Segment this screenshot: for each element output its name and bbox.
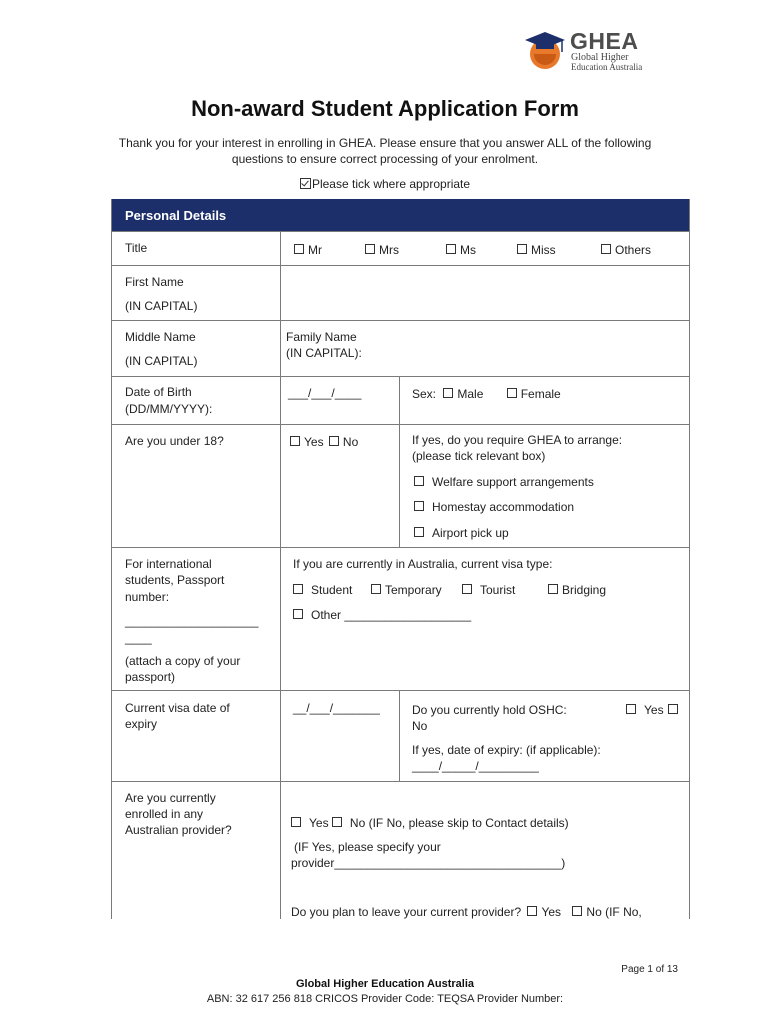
visa-tourist[interactable]: Tourist (462, 582, 515, 599)
leave-provider-row (291, 904, 642, 921)
enrolled-options (291, 815, 569, 832)
enrolled-yes[interactable]: Yes (309, 816, 329, 830)
passport-blank-1[interactable]: ____________________ (125, 614, 259, 628)
checkbox-icon[interactable] (293, 584, 303, 594)
page-title: Non-award Student Application Form (191, 96, 579, 121)
checkbox-icon[interactable] (414, 476, 424, 486)
visa-expiry-field[interactable]: __/___/_______ (293, 701, 380, 715)
visa-expiry-label-2: expiry (125, 717, 158, 731)
visa-type-question: If you are currently in Australia, current visa type: (293, 557, 553, 571)
checkbox-icon[interactable] (507, 388, 517, 398)
checkbox-icon[interactable] (293, 609, 303, 619)
provider-field[interactable]: provider__________________________________) (291, 856, 566, 870)
sex-female[interactable]: Female (520, 387, 561, 401)
oshc-no[interactable]: No (412, 719, 428, 733)
checked-box-icon (300, 178, 311, 189)
sex-label: Sex: (412, 387, 437, 401)
tick-note (0, 177, 770, 191)
option-welfare[interactable]: Welfare support arrangements (414, 474, 594, 491)
option-homestay[interactable]: Homestay accommodation (414, 499, 574, 516)
checkbox-icon[interactable] (443, 388, 453, 398)
checkbox-icon[interactable] (332, 817, 342, 827)
passport-label-2: students, Passport (125, 573, 225, 587)
passport-attach-1: (attach a copy of your (125, 654, 241, 668)
intro-line-2: questions to ensure correct processing of your enrolment. (231, 152, 539, 166)
middle-name-label: Middle Name (125, 330, 196, 344)
under18-no[interactable]: No (342, 435, 359, 449)
passport-attach-2: passport) (125, 670, 176, 684)
checkbox-icon[interactable] (601, 244, 611, 254)
checkbox-icon[interactable] (668, 704, 678, 714)
middle-name-sub: (IN CAPITAL) (125, 354, 198, 368)
section-title: Personal Details (125, 208, 227, 223)
checkbox-icon[interactable] (517, 244, 527, 254)
dob-format: (DD/MM/YYYY): (125, 402, 213, 416)
dob-field[interactable]: ___/___/____ (288, 386, 362, 400)
family-name-label: Family Name (286, 330, 357, 344)
provider-question: (IF Yes, please specify your (294, 840, 441, 854)
title-label: Title (125, 241, 148, 255)
intro-line-1: Thank you for your interest in enrolling in GHEA. Please ensure that you answer ALL of the following (118, 136, 652, 150)
enrolled-label-3: Australian provider? (125, 823, 232, 837)
personal-details-form (111, 199, 690, 919)
checkbox-icon[interactable] (371, 584, 381, 594)
passport-label-3: number: (125, 590, 170, 604)
section-header (112, 199, 689, 231)
passport-blank-2[interactable]: ____ (125, 631, 152, 645)
enrolled-label-1: Are you currently (125, 791, 216, 805)
logo-line1: Global Higher (571, 52, 629, 63)
enrolled-label-2: enrolled in any (125, 807, 204, 821)
under18-options (290, 434, 358, 451)
page-number: Page 1 of 13 (621, 964, 678, 975)
intro-text (80, 135, 690, 167)
leave-provider-question: Do you plan to leave your current provider? (291, 905, 522, 919)
oshc-expiry-field[interactable]: ____/_____/_________ (412, 759, 539, 773)
arrange-hint: (please tick relevant box) (412, 449, 546, 463)
checkbox-icon[interactable] (462, 584, 472, 594)
sex-field (412, 386, 561, 403)
graduation-cap-icon (522, 28, 568, 72)
ghea-logo (522, 28, 662, 72)
visa-expiry-label-1: Current visa date of (125, 701, 230, 715)
footer-org-name: Global Higher Education Australia (295, 978, 475, 990)
checkbox-icon[interactable] (626, 704, 636, 714)
family-name-sub: (IN CAPITAL): (286, 346, 362, 360)
title-option-ms[interactable]: Ms (446, 242, 476, 259)
title-option-others[interactable]: Others (601, 242, 651, 259)
visa-bridging[interactable]: Bridging (548, 582, 606, 599)
checkbox-icon[interactable] (290, 436, 300, 446)
visa-student[interactable]: Student (293, 582, 352, 599)
first-name-sub: (IN CAPITAL) (125, 299, 198, 313)
checkbox-icon[interactable] (446, 244, 456, 254)
checkbox-icon[interactable] (294, 244, 304, 254)
title-option-miss[interactable]: Miss (517, 242, 556, 259)
checkbox-icon[interactable] (365, 244, 375, 254)
option-airport[interactable]: Airport pick up (414, 525, 509, 542)
arrange-question: If yes, do you require GHEA to arrange: (412, 433, 623, 447)
title-option-mr[interactable]: Mr (294, 242, 322, 259)
leave-no[interactable]: No (IF No, (586, 905, 642, 919)
tick-note-text: Please tick where appropriate (311, 177, 471, 191)
leave-yes[interactable]: Yes (541, 905, 562, 919)
title-option-mrs[interactable]: Mrs (365, 242, 399, 259)
first-name-field[interactable] (282, 267, 687, 319)
sex-male[interactable]: Male (457, 387, 484, 401)
oshc-yes[interactable]: Yes (626, 702, 678, 719)
logo-name: GHEA (570, 28, 639, 54)
under18-label: Are you under 18? (125, 434, 224, 448)
enrolled-no[interactable]: No (IF No, please skip to Contact details) (349, 816, 569, 830)
footer-abn: ABN: 32 617 256 818 CRICOS Provider Code: TEQSA Provider Number: (206, 993, 564, 1005)
logo-line2: Education Australia (571, 62, 643, 72)
oshc-expiry-question: If yes, date of expiry: (if applicable): (412, 743, 601, 757)
under18-yes[interactable]: Yes (304, 435, 324, 449)
oshc-question: Do you currently hold OSHC: (412, 703, 567, 717)
checkbox-icon[interactable] (291, 817, 301, 827)
dob-label: Date of Birth (125, 385, 192, 399)
passport-label-1: For international (125, 557, 212, 571)
first-name-label: First Name (125, 275, 184, 289)
checkbox-icon[interactable] (548, 584, 558, 594)
visa-temporary[interactable]: Temporary (371, 582, 442, 599)
checkbox-icon[interactable] (572, 906, 582, 916)
checkbox-icon[interactable] (329, 436, 339, 446)
visa-other[interactable]: Other ___________________ (293, 607, 471, 624)
checkbox-icon[interactable] (414, 527, 424, 537)
checkbox-icon[interactable] (527, 906, 537, 916)
checkbox-icon[interactable] (414, 501, 424, 511)
